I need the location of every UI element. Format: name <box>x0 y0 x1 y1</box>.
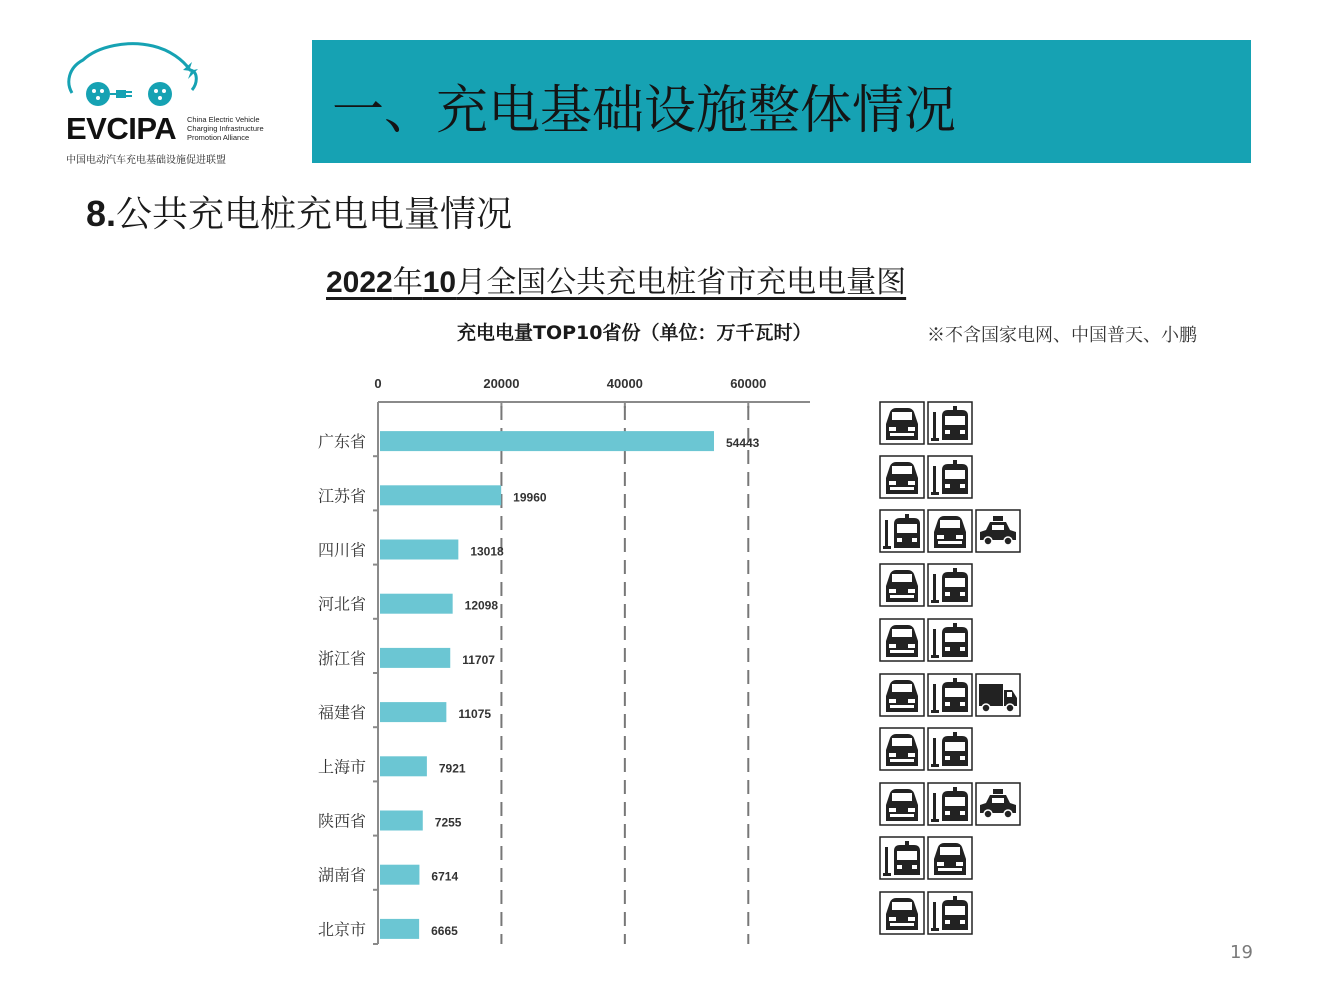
chart-title-year: 2022 <box>326 266 393 299</box>
bar-chart <box>290 362 830 952</box>
section-title: 公共充电桩充电电量情况 <box>116 194 513 235</box>
bus-charging-icon <box>928 619 972 661</box>
bus-charging-icon <box>928 674 972 716</box>
car-icon <box>880 619 924 661</box>
category-label: 湖南省 <box>317 865 366 885</box>
logo-wordmark: EVCIPA <box>66 111 177 146</box>
data-label: 54443 <box>725 436 760 451</box>
category-label: 广东省 <box>317 432 366 452</box>
car-icon <box>880 564 924 606</box>
data-label: 6665 <box>431 923 458 938</box>
data-label: 13018 <box>470 544 504 559</box>
chart-title-rest: 月全国公共充电桩省市充电电量图 <box>456 265 907 300</box>
bus-charging-icon <box>928 456 972 498</box>
category-label: 北京市 <box>317 919 366 939</box>
ev-car-logo-icon <box>58 38 283 113</box>
chart-title-month: 10 <box>422 266 457 299</box>
category-label: 上海市 <box>317 757 366 777</box>
data-label: 7921 <box>438 761 466 776</box>
bus-charging-icon <box>928 402 972 444</box>
page-title: 一、充电基础设施整体情况 <box>332 81 957 141</box>
x-tick-label: 60000 <box>730 376 767 391</box>
data-label: 12098 <box>464 598 499 613</box>
bar <box>380 756 427 776</box>
truck-icon <box>976 674 1020 716</box>
section-heading <box>86 186 512 237</box>
taxi-icon <box>976 510 1020 552</box>
vehicle-icons-panel <box>872 398 1042 943</box>
bar <box>380 648 450 668</box>
logo-chinese-name: 中国电动汽车充电基础设施促进联盟 <box>66 155 226 166</box>
x-tick-label: 0 <box>374 376 382 391</box>
header-band <box>312 40 1251 163</box>
section-number: 8. <box>86 193 117 234</box>
category-label: 浙江省 <box>317 648 366 668</box>
bar <box>380 811 423 831</box>
bar <box>380 865 419 885</box>
bus-charging-icon <box>928 783 972 825</box>
bar <box>380 540 458 560</box>
data-label: 11707 <box>462 652 495 667</box>
car-icon <box>880 728 924 770</box>
data-label: 6714 <box>431 869 459 884</box>
car-icon <box>928 837 972 879</box>
car-icon <box>880 892 924 934</box>
page-number: 19 <box>1230 942 1253 963</box>
car-icon <box>880 456 924 498</box>
evcipa-logo <box>58 38 283 168</box>
category-label: 江苏省 <box>317 486 366 506</box>
chart-title-year-suffix: 年 <box>392 265 423 300</box>
bus-charging-icon <box>928 728 972 770</box>
taxi-icon <box>976 783 1020 825</box>
data-label: 19960 <box>513 490 547 505</box>
car-icon <box>880 674 924 716</box>
car-icon <box>880 402 924 444</box>
data-label: 11075 <box>458 707 492 722</box>
car-icon <box>880 783 924 825</box>
bar <box>380 485 501 505</box>
bus-charging-icon <box>880 510 924 552</box>
chart-title <box>326 257 906 301</box>
data-label: 7255 <box>434 815 462 830</box>
bar <box>380 594 453 614</box>
category-label: 河北省 <box>317 594 366 614</box>
chart-note: ※不含国家电网、中国普天、小鹏 <box>927 325 1197 346</box>
bar <box>380 702 446 722</box>
category-label: 四川省 <box>317 540 366 560</box>
logo-english-name: China Electric Vehicle Charging Infrastructure Promotion Alliance <box>187 115 264 142</box>
bar <box>380 919 419 939</box>
category-label: 福建省 <box>317 703 366 723</box>
x-tick-label: 20000 <box>483 376 520 391</box>
bar <box>380 431 714 451</box>
category-label: 陕西省 <box>317 811 366 831</box>
bus-charging-icon <box>928 892 972 934</box>
chart-subtitle: 充电电量TOP10省份（单位：万千瓦时） <box>457 322 812 344</box>
car-icon <box>928 510 972 552</box>
bus-charging-icon <box>880 837 924 879</box>
x-tick-label: 40000 <box>606 376 643 391</box>
bus-charging-icon <box>928 564 972 606</box>
